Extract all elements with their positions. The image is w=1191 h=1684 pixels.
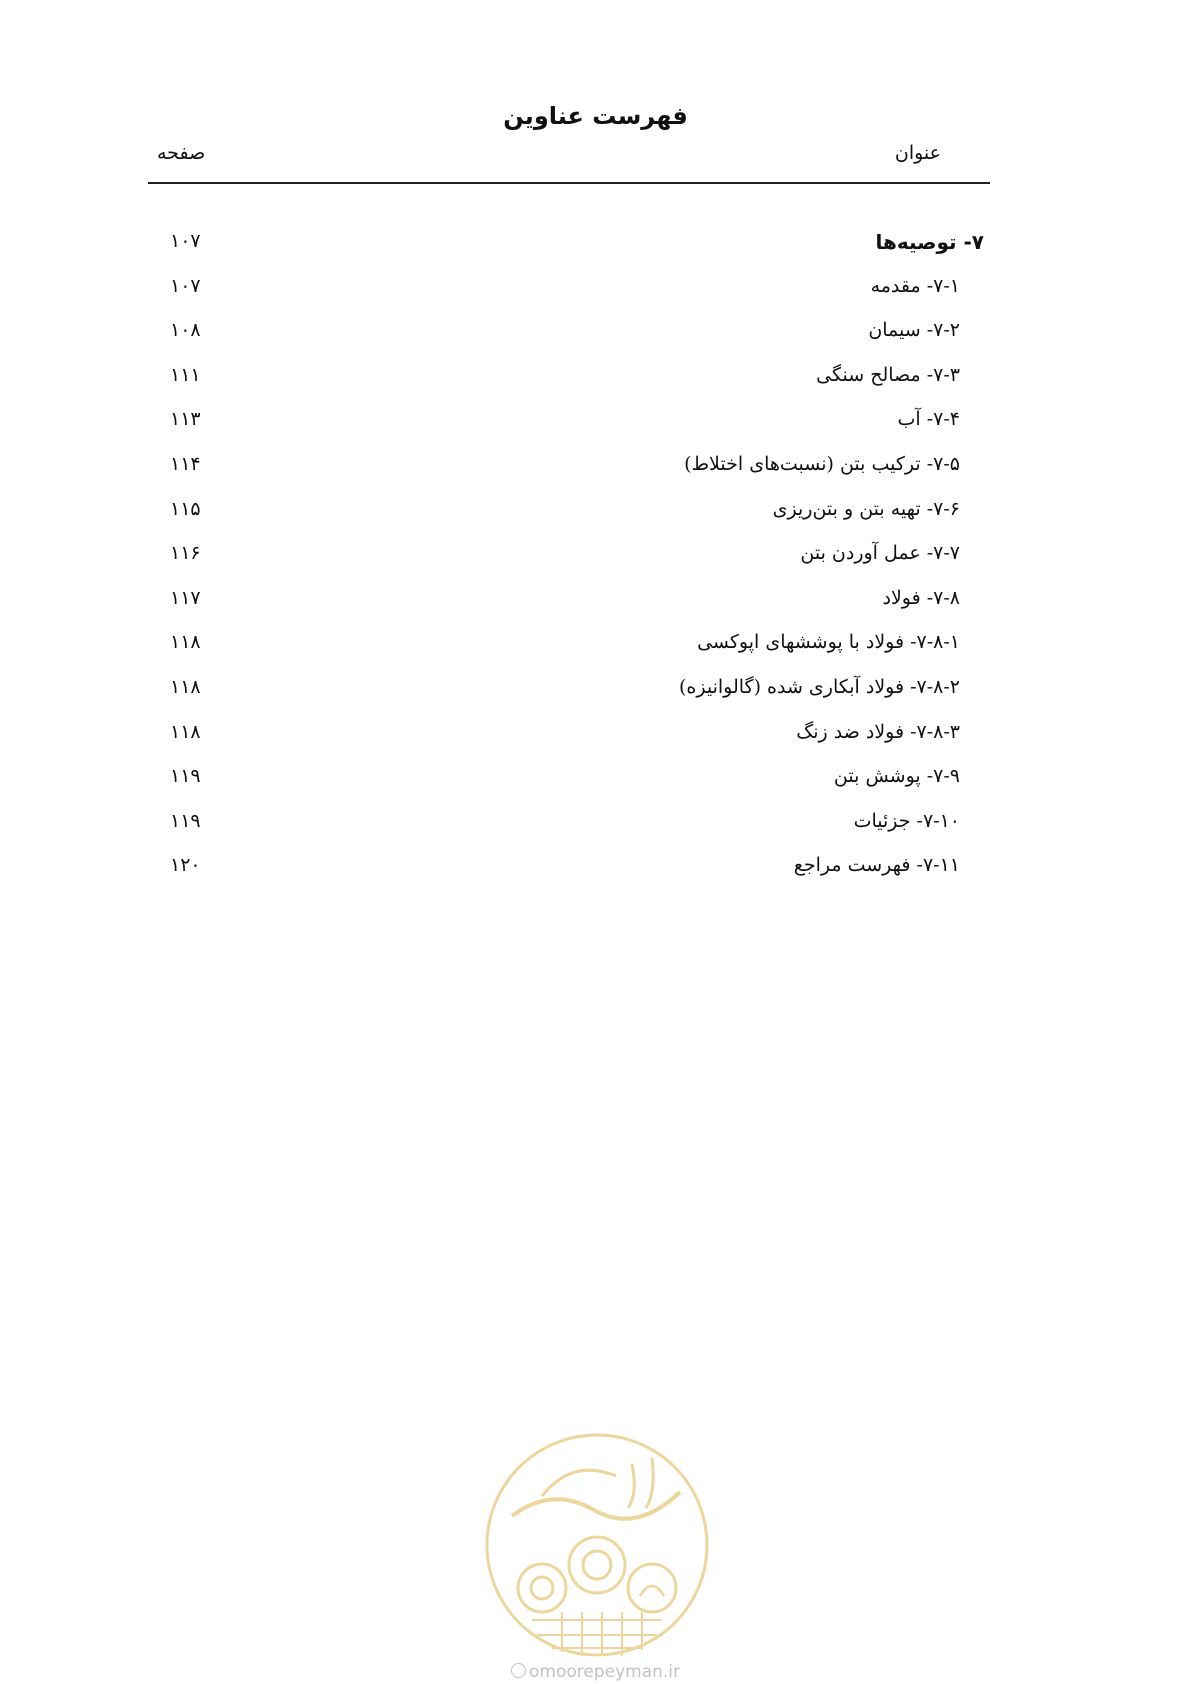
toc-entry-page: ۱۱۸ (170, 675, 201, 698)
globe-icon (511, 1663, 526, 1678)
toc-row[interactable] (148, 498, 990, 543)
column-header-page: صفحه (157, 142, 206, 164)
toc-entry-title: ۷-۴- آب (897, 408, 960, 431)
watermark-url-text: omoorepeyman.ir (528, 1662, 681, 1682)
toc-list (148, 230, 990, 899)
toc-entry-page: ۱۱۱ (170, 363, 201, 386)
toc-entry-page: ۱۱۸ (170, 720, 201, 743)
toc-entry-page: ۱۱۹ (170, 809, 201, 832)
column-header-title: عنوان (894, 142, 941, 164)
toc-row[interactable] (148, 453, 990, 498)
header-rule (148, 182, 990, 184)
toc-entry-page: ۱۰۸ (170, 319, 201, 342)
toc-entry-page: ۱۱۹ (170, 765, 201, 788)
toc-entry-page: ۱۲۰ (170, 854, 201, 877)
toc-row[interactable] (148, 721, 990, 766)
toc-entry-title: ۷-۱۱- فهرست مراجع (793, 854, 960, 877)
toc-row[interactable] (148, 587, 990, 632)
toc-entry-title: ۷-۸-۲- فولاد آبکاری شده (گالوانیزه) (679, 675, 960, 698)
page-title: فهرست عناوین (503, 102, 688, 130)
toc-entry-title: ۷-۸- فولاد (882, 586, 960, 609)
toc-entry-page: ۱۱۵ (170, 497, 201, 520)
toc-entry-title: ۷-۸-۱- فولاد با پوششهای اپوکسی (697, 631, 960, 654)
toc-entry-title: ۷-۱- مقدمه (870, 274, 960, 297)
toc-entry-page: ۱۱۳ (170, 408, 201, 431)
toc-entry-page: ۱۱۴ (170, 452, 201, 475)
toc-entry-title: ۷-۶- تهیه بتن و بتن‌ریزی (772, 497, 960, 520)
toc-row[interactable] (148, 631, 990, 676)
toc-entry-page: ۱۱۸ (170, 631, 201, 654)
toc-row[interactable] (148, 408, 990, 453)
toc-row[interactable] (148, 230, 990, 275)
toc-entry-page: ۱۱۷ (170, 586, 201, 609)
toc-entry-title: ۷- توصیه‌ها (875, 230, 984, 254)
toc-entry-page: ۱۰۷ (170, 274, 201, 297)
toc-row[interactable] (148, 364, 990, 409)
watermark-url (0, 1662, 1191, 1682)
toc-entry-title: ۷-۳- مصالح سنگی (816, 363, 960, 386)
toc-entry-page: ۱۱۶ (170, 542, 201, 565)
watermark-logo-stamp (482, 1430, 712, 1660)
toc-entry-page: ۱۰۷ (170, 230, 201, 252)
toc-row[interactable] (148, 676, 990, 721)
toc-row[interactable] (148, 854, 990, 899)
toc-row[interactable] (148, 319, 990, 364)
toc-entry-title: ۷-۵- ترکیب بتن (نسبت‌های اختلاط) (684, 452, 960, 475)
toc-entry-title: ۷-۷- عمل آوردن بتن (800, 542, 960, 565)
toc-row[interactable] (148, 542, 990, 587)
toc-entry-title: ۷-۸-۳- فولاد ضد زنگ (796, 720, 960, 743)
toc-row[interactable] (148, 810, 990, 855)
toc-entry-title: ۷-۹- پوشش بتن (833, 765, 960, 788)
toc-entry-title: ۷-۱۰- جزئیات (853, 809, 960, 832)
toc-entry-title: ۷-۲- سیمان (868, 319, 960, 342)
toc-row[interactable] (148, 765, 990, 810)
toc-row[interactable] (148, 275, 990, 320)
